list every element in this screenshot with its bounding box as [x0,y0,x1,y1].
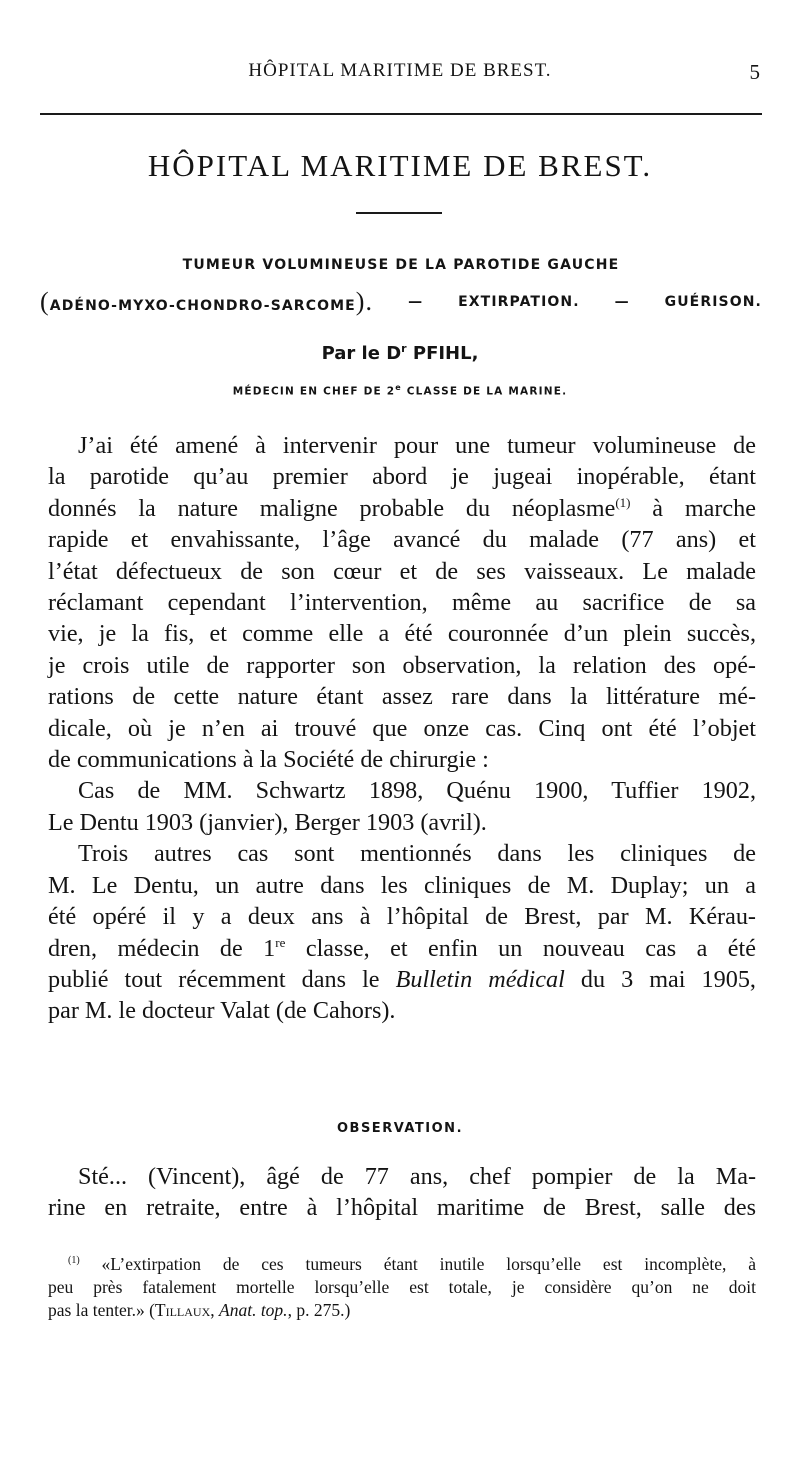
body-line-part: publié tout récemment dans le [48,965,396,993]
subtitle-dash-2: — [614,294,630,310]
article-title: HÔPITAL MARITIME DE BREST. [147,148,653,183]
body-line: la parotide qu’au premier abord je jugeai inopérable, étant [48,463,756,491]
body-line: je crois utile de rapporter son observation, la relation des opé- [48,651,756,679]
footnote-line-part: «L’extirpation de ces tumeurs étant inutile lorsqu’elle est incomplète, à [79,1254,756,1274]
body-line: par M. le docteur Valat (de Cahors). [48,997,396,1025]
body-line: rations de cette nature étant assez rare dans la littérature mé- [48,683,756,711]
footnote-line [48,1299,756,1322]
footnote-line [48,1253,756,1276]
cited-work: Anat. top. [219,1300,288,1320]
author-affiliation [0,383,800,398]
footnote-line-part: , [210,1300,220,1320]
cited-author: Tillaux [154,1300,211,1320]
body-line: J’ai été amené à intervenir pour une tumeur volumineuse de [78,432,756,459]
body-line [48,493,756,524]
close-paren: ). [355,287,374,316]
title-rule [356,212,442,214]
footnote-line-part: , p. 275.) [287,1300,351,1320]
subtitle-outcome: GUÉRISON. [664,294,762,310]
body-line-part: dren, médecin de 1 [48,934,276,962]
byline-prefix-sup: r [401,342,407,355]
body-line: de communications à la Société de chirurgie : [48,746,489,774]
body-line: Sté... (Vincent), âgé de 77 ans, chef pompier de la Ma- [78,1163,756,1190]
body-text [48,430,756,1027]
running-head [40,60,760,94]
header-rule [40,113,762,115]
observation-text [48,1161,756,1224]
body-line: M. Le Dentu, un autre dans les cliniques de M. Duplay; un a [48,871,756,899]
subtitle-diagnosis-group [40,287,373,317]
body-line: l’état défectueux de son cœur et de ses vaisseaux. Le malade [48,557,756,585]
running-title: HÔPITAL MARITIME DE BREST. [248,60,552,81]
body-line-part: à marche [630,494,756,522]
footnote-line-part: pas la tenter.» ( [48,1300,155,1320]
byline-prefix: Par le D [321,343,402,364]
body-line: vie, je la fis, et comme elle a été couronnée d’un plein succès, [48,620,756,648]
affiliation-part-1: MÉDECIN EN CHEF DE 2 [232,385,396,398]
footnote-marker: (1) [68,1255,80,1267]
body-line [48,964,756,995]
footnote-ref[interactable]: (1) [615,494,631,510]
body-line: dicale, où je n’en ai trouvé que onze cas. Cinq ont été l’objet [48,714,756,742]
body-line-part: classe, et enfin un nouveau cas a été [285,934,756,962]
page-number: 5 [749,60,760,84]
footnote-line: peu près fatalement mortelle lorsqu’elle est totale, je considère qu’on ne doit [48,1277,756,1297]
ordinal-sup: re [275,934,286,950]
body-line: réclamant cependant l’intervention, même au sacrifice de sa [48,589,756,617]
author-byline [0,342,800,364]
body-line-part: donnés la nature maligne probable du néoplasme [48,494,616,522]
author-name: PFIHL, [412,343,479,364]
affiliation-sup: e [395,383,402,392]
subtitle-line-2 [40,287,762,317]
body-line: Le Dentu 1903 (janvier), Berger 1903 (avril). [48,808,487,836]
subtitle-diagnosis: ADÉNO-MYXO-CHONDRO-SARCOME [49,298,356,314]
section-heading: OBSERVATION. [336,1121,464,1136]
open-paren: ( [40,287,50,316]
body-line [48,933,756,964]
body-line: Cas de MM. Schwartz 1898, Quénu 1900, Tuffier 1902, [78,777,756,805]
journal-title: Bulletin médical [395,965,565,993]
body-line: été opéré il y a deux ans à l’hôpital de Brest, par M. Kérau- [48,903,756,931]
body-line: rapide et envahissante, l’âge avancé du malade (77 ans) et [48,526,756,554]
body-line: rine en retraite, entre à l’hôpital maritime de Brest, salle des [48,1194,756,1222]
subtitle-procedure: EXTIRPATION. [458,294,580,310]
body-line-part: du 3 mai 1905, [564,965,756,993]
affiliation-part-2: CLASSE DE LA MARINE. [401,385,568,398]
body-line: Trois autres cas sont mentionnés dans les cliniques de [78,840,756,868]
subtitle-line-1: TUMEUR VOLUMINEUSE DE LA PAROTIDE GAUCHE [182,257,620,273]
footnote [48,1253,756,1322]
subtitle-dash-1: — [408,294,424,310]
